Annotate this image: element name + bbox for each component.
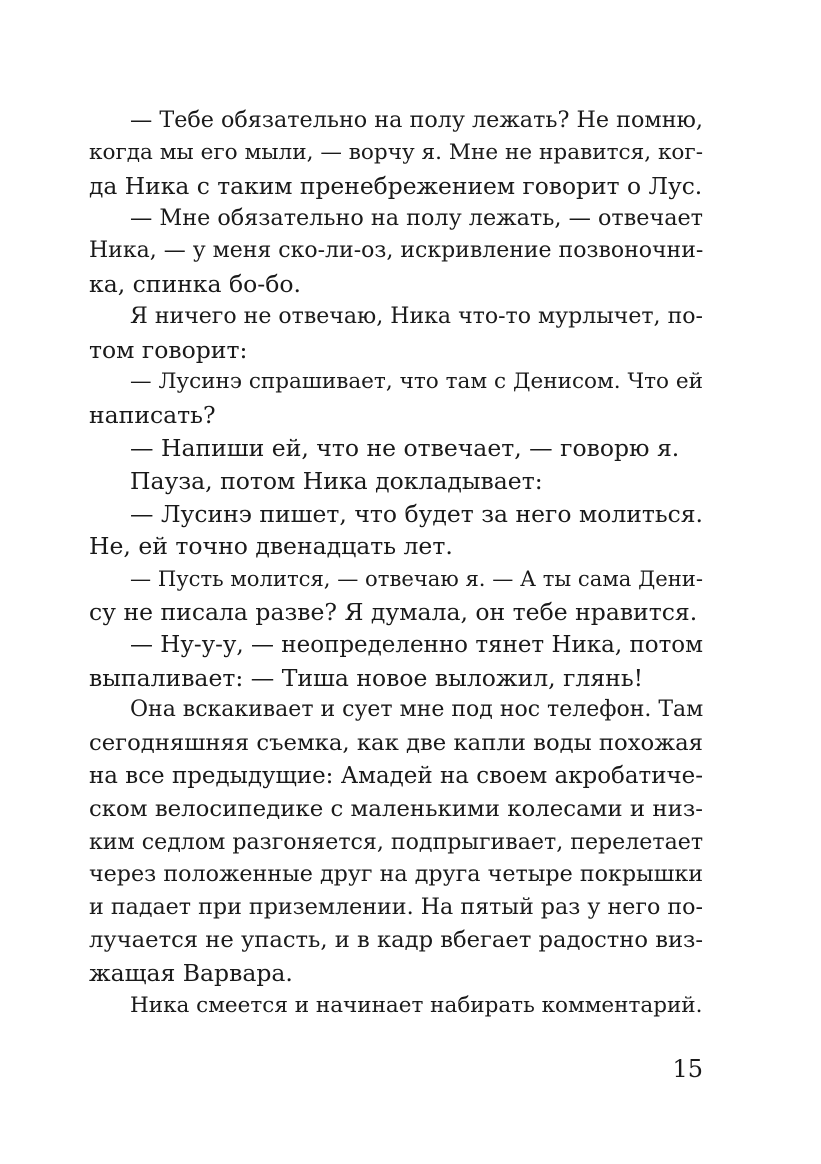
text-line: Ника смеется и начинает набирать комментарий. xyxy=(130,992,703,1018)
paragraph-2 xyxy=(89,202,703,300)
text-line: Ника, — у меня ско-ли-оз, искривление позвоночни- xyxy=(89,238,704,264)
paragraph-11 xyxy=(89,990,703,1023)
text-line: лучается не упасть, и в кадр вбегает радостно виз- xyxy=(89,926,704,953)
text-line: через положенные друг на друга четыре покрышки xyxy=(89,861,703,888)
paragraph-5 xyxy=(89,432,703,465)
paragraph-1 xyxy=(89,104,703,202)
text-line: ском велосипедике с маленькими колесами и низ- xyxy=(89,795,703,822)
text-line: — Пусть молится, — отвечаю я. — А ты сама Дени- xyxy=(130,566,703,592)
text-line: Не, ей точно двенадцать лет. xyxy=(89,532,453,561)
text-line: когда мы его мыли, — ворчу я. Мне не нравится, ког- xyxy=(89,139,703,165)
text-line: на все предыдущие: Амадей на своем акробатиче- xyxy=(89,762,703,789)
text-line: — Мне обязательно на полу лежать, — отвечает xyxy=(130,205,703,232)
text-line: Я ничего не отвечаю, Ника что-то мурлычет, по- xyxy=(130,303,703,329)
text-line: Она вскакивает и сует мне под нос телефон. Там xyxy=(130,697,704,723)
text-line: и падает при приземлении. На пятый раз у него по- xyxy=(89,894,703,921)
text-line: ким седлом разгоняется, подпрыгивает, перелетает xyxy=(89,828,704,855)
text-line: написать? xyxy=(89,401,216,430)
text-line: су не писала разве? Я думала, он тебе нравится. xyxy=(89,597,698,626)
text-line: — Ну-у-у, — неопределенно тянет Ника, потом xyxy=(130,631,703,658)
paragraph-3 xyxy=(89,301,703,367)
paragraph-10 xyxy=(89,694,703,989)
paragraph-6 xyxy=(89,465,703,498)
text-line: ка, спинка бо-бо. xyxy=(89,269,301,298)
text-line: том говорит: xyxy=(89,335,248,364)
text-line: — Лусинэ спрашивает, что там с Денисом. Что ей xyxy=(130,369,703,395)
text-line: — Лусинэ пишет, что будет за него молиться. xyxy=(130,499,703,528)
paragraph-9 xyxy=(89,629,703,695)
text-line: жащая Варвара. xyxy=(89,958,293,987)
body-text xyxy=(89,104,703,1022)
text-line: выпаливает: — Тиша новое выложил, глянь! xyxy=(89,663,644,692)
text-line: да Ника с таким пренебрежением говорит о Лус. xyxy=(89,171,703,200)
paragraph-7 xyxy=(89,498,703,564)
text-line: — Напиши ей, что не отвечает, — говорю я. xyxy=(130,433,680,462)
text-line: Пауза, потом Ника докладывает: xyxy=(130,466,543,495)
text-line: — Тебе обязательно на полу лежать? Не помню, xyxy=(130,107,703,133)
page-number: 15 xyxy=(672,1055,703,1083)
paragraph-4 xyxy=(89,366,703,432)
paragraph-8 xyxy=(89,563,703,629)
text-line: сегодняшняя съемка, как две капли воды похожая xyxy=(89,730,703,757)
